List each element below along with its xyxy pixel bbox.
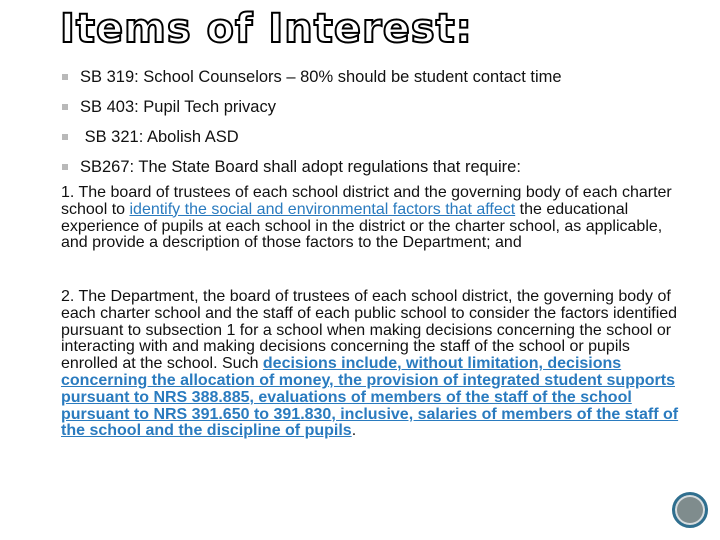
bullet-item <box>62 62 702 92</box>
bullet-list <box>62 62 702 182</box>
paragraph-1-text-end: the educational experience of pupils at each school in the district or the charter school, as applicable, and provide a description of those factors to the Department; and <box>61 200 663 252</box>
bullet-item <box>62 152 702 182</box>
slide-title: Items of Interest: <box>60 6 473 52</box>
bullet-item <box>62 122 702 152</box>
bullet-marker-icon <box>62 164 68 170</box>
bullet-marker-icon <box>62 104 68 110</box>
bullet-text: SB 321: Abolish ASD <box>80 127 239 146</box>
paragraph-2-text: 2. The Department, the board of trustees of each school district, the governing body of each charter school and the staff of each public school to consider the factors identified pursuant to subsection 1 for a school when making decisions concerning the school or interacting with and making decisions concerning the staff of the school or pupils enrolled at the school. Such <box>61 288 678 373</box>
bullet-text: SB 403: Pupil Tech privacy <box>80 97 276 116</box>
paragraph-2 <box>61 289 687 440</box>
bullet-item <box>62 92 702 122</box>
paragraph-2-text-end: . <box>351 422 357 440</box>
paragraph-1 <box>61 185 687 252</box>
circle-nav-icon[interactable] <box>672 492 708 528</box>
paragraph-1-text: 1. The board of trustees of each school district and the governing body of each charter school to <box>61 184 672 218</box>
paragraph-1-link[interactable]: identify the social and environmental factors that affect <box>129 200 516 218</box>
bullet-marker-icon <box>62 74 68 80</box>
bullet-text: SB267: The State Board shall adopt regulations that require: <box>80 157 521 176</box>
paragraph-2-link[interactable]: decisions include, without limitation, decisions concerning the allocation of money, the provision of integrated student supports pursuant to NRS 388.885, evaluations of members of the staff of the school pursuant to NRS 391.650 to 391.830, inclusive, salaries of members of the staff of the school and the discipline of pupils <box>61 355 679 440</box>
bullet-text: SB 319: School Counselors – 80% should be student contact time <box>80 67 562 86</box>
bullet-marker-icon <box>62 134 68 140</box>
